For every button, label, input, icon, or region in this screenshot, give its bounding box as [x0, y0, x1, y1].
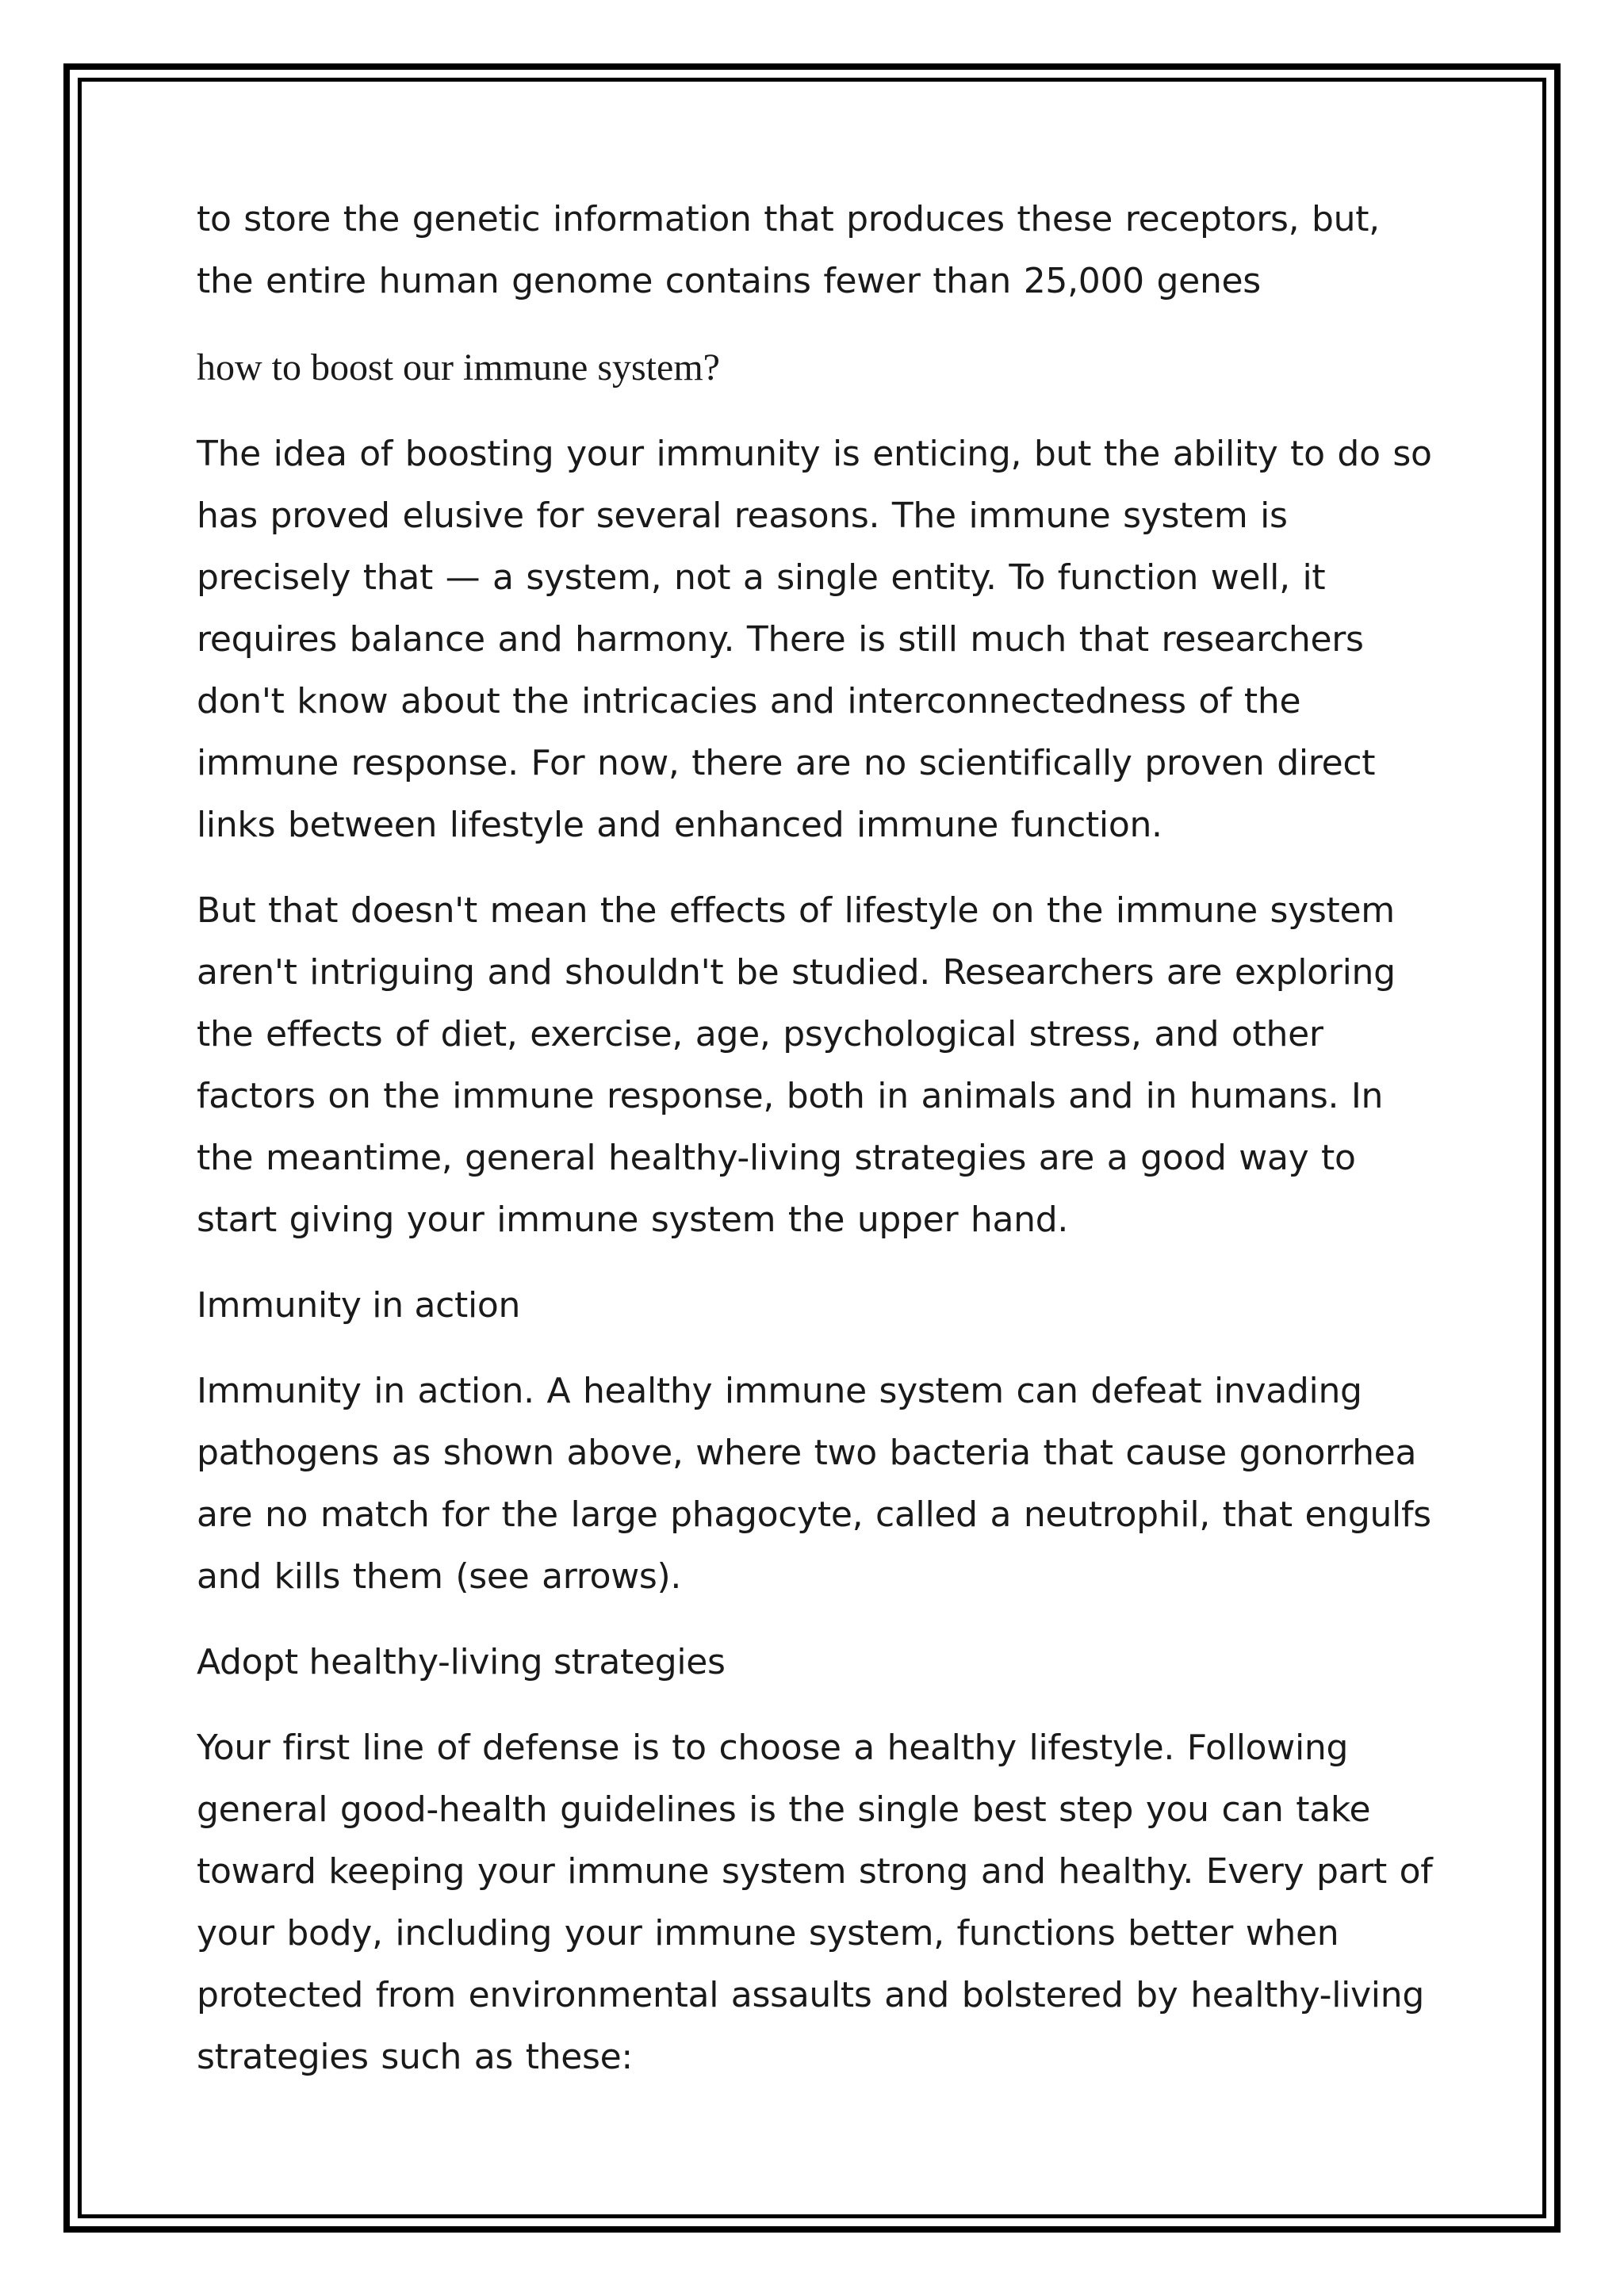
heading-healthy-living-strategies: Adopt healthy-living strategies [197, 1642, 726, 1682]
heading-boost-immune-system: how to boost our immune system? [197, 346, 720, 388]
heading-immunity-in-action: Immunity in action [197, 1285, 521, 1326]
paragraph-lifestyle-effects: But that doesn't mean the effects of lifestyle on the immune system aren't intriguing and shouldn't be studied. Researchers are exploring the effects of diet, exercise, age, psychological stress, and other factors on the immune response, both in animals and in humans. In the meantime, general healthy-living strategies are a good way to start giving your immune system the upper hand. [197, 890, 1396, 1240]
paragraph-genome-intro: to store the genetic information that produces these receptors, but, the entire human genome contains fewer than 25,000 genes [197, 199, 1380, 301]
paragraph-first-line-of-defense: Your first line of defense is to choose a healthy lifestyle. Following general good-health guidelines is the single best step you can take toward keeping your immune system strong and healthy. Every part of your body, including your immune system, functions better when protected from environmental assaults and bolstered by healthy-living strategies such as these: [197, 1728, 1433, 2077]
paragraph-boosting-immunity: The idea of boosting your immunity is enticing, but the ability to do so has proved elusive for several reasons. The immune system is precisely that — a system, not a single entity. To function well, it requires balance and harmony. There is still much that researchers don't know about the intricacies and interconnectedness of the immune response. For now, there are no scientifically proven direct links between lifestyle and enhanced immune function. [197, 434, 1432, 845]
document-body [197, 189, 1434, 2088]
paragraph-immunity-in-action: Immunity in action. A healthy immune system can defeat invading pathogens as shown above, where two bacteria that cause gonorrhea are no match for the large phagocyte, called a neutrophil, that engulfs and kills them (see arrows). [197, 1371, 1431, 1597]
